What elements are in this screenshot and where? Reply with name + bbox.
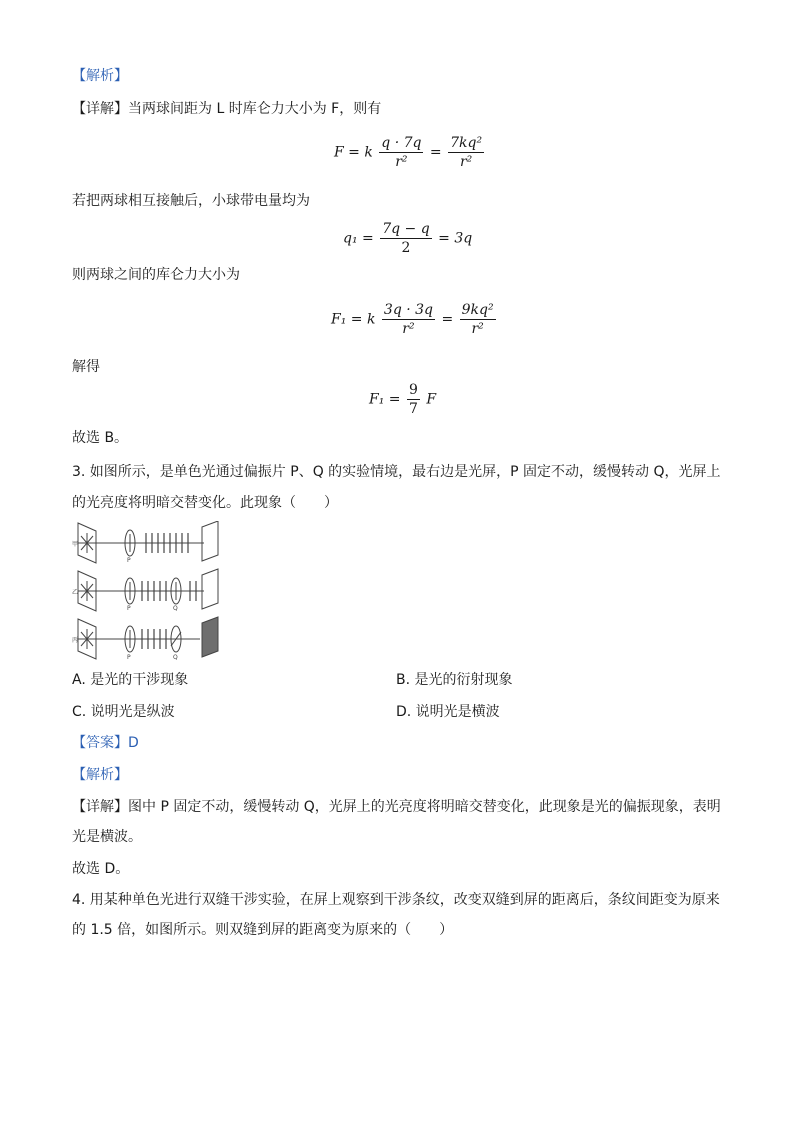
question-4-line-2: 的 1.5 倍，如图所示。则双缝到屏的距离变为原来的（ ） bbox=[72, 922, 454, 938]
eq3-den1: r² bbox=[402, 321, 415, 337]
answer-label bbox=[72, 733, 139, 753]
question-3-line-1: 3. 如图所示，是单色光通过偏振片 P、Q 的实验情境，最右边是光屏，P 固定不动，缓慢转动 Q，光屏上 bbox=[72, 464, 721, 480]
eq3-lhs: F₁ = k bbox=[331, 311, 376, 328]
eq1-den2: r² bbox=[459, 154, 473, 170]
answer-text: 【答案】D bbox=[72, 735, 139, 751]
detail-line-1: 【详解】当两球间距为 L 时库仑力大小为 F，则有 bbox=[72, 101, 382, 117]
eq1-den1: r² bbox=[395, 154, 408, 170]
text-solve: 解得 bbox=[72, 359, 100, 375]
p-label-3: P bbox=[127, 654, 131, 661]
p-label-1: P bbox=[127, 557, 131, 564]
option-b: B. 是光的衍射现象 bbox=[396, 672, 513, 688]
eq2-rhs: = 3q bbox=[438, 230, 473, 247]
eq1-lhs: F = k bbox=[334, 144, 373, 161]
option-c: C. 说明光是纵波 bbox=[72, 704, 175, 720]
row-3-label: 丙 bbox=[72, 637, 79, 644]
text-force: 则两球之间的库仑力大小为 bbox=[72, 267, 240, 283]
q-label-3: Q bbox=[173, 654, 178, 661]
detail-3-line-1: 【详解】图中 P 固定不动，缓慢转动 Q，光屏上的光亮度将明暗交替变化，此现象是光的偏振现象，表明 bbox=[72, 799, 721, 815]
eq1-eq: = bbox=[429, 144, 442, 161]
detail-3-line-2: 光是横波。 bbox=[72, 829, 142, 845]
row-1-label: 甲 bbox=[72, 541, 79, 548]
p-label-2: P bbox=[127, 605, 131, 612]
equation-1 bbox=[334, 134, 486, 171]
eq4-rhs: F bbox=[426, 391, 437, 408]
equation-3 bbox=[331, 301, 498, 338]
eq4-den: 7 bbox=[408, 401, 418, 417]
equation-4 bbox=[369, 381, 436, 418]
figure-row-1 bbox=[78, 521, 218, 563]
answer-choose-1: 故选 B。 bbox=[72, 430, 129, 446]
figure-row-3 bbox=[78, 617, 218, 659]
equation-2 bbox=[343, 220, 472, 257]
eq4-lhs: F₁ = bbox=[369, 391, 401, 408]
question-3-line-2: 的光亮度将明暗交替变化。此现象（ ） bbox=[72, 495, 338, 511]
option-d: D. 说明光是横波 bbox=[396, 704, 500, 720]
figure-row-2 bbox=[78, 569, 218, 611]
eq2-lhs: q₁ = bbox=[343, 230, 374, 247]
eq1-num1: q · 7q bbox=[381, 135, 422, 151]
polarizer-figure bbox=[72, 521, 222, 662]
row-2-label: 乙 bbox=[72, 589, 79, 596]
eq3-eq: = bbox=[441, 311, 454, 328]
option-a: A. 是光的干涉现象 bbox=[72, 672, 189, 688]
q-label-2: Q bbox=[173, 605, 178, 612]
eq3-num1: 3q · 3q bbox=[383, 302, 433, 318]
eq3-den2: r² bbox=[471, 321, 484, 337]
analysis-label-1: 【解析】 bbox=[72, 68, 128, 84]
text-touch: 若把两球相互接触后，小球带电量均为 bbox=[72, 193, 310, 209]
question-4-line-1: 4. 用某种单色光进行双缝干涉实验，在屏上观察到干涉条纹，改变双缝到屏的距离后，条纹间距变为原来 bbox=[72, 892, 720, 908]
eq2-den: 2 bbox=[401, 240, 411, 256]
analysis-label-2: 【解析】 bbox=[72, 767, 128, 783]
answer-choose-2: 故选 D。 bbox=[72, 861, 130, 877]
eq3-num2: 9kq² bbox=[461, 302, 494, 318]
eq4-num: 9 bbox=[408, 382, 418, 398]
eq2-num: 7q − q bbox=[382, 221, 430, 237]
eq1-num2: 7kq² bbox=[450, 135, 483, 151]
